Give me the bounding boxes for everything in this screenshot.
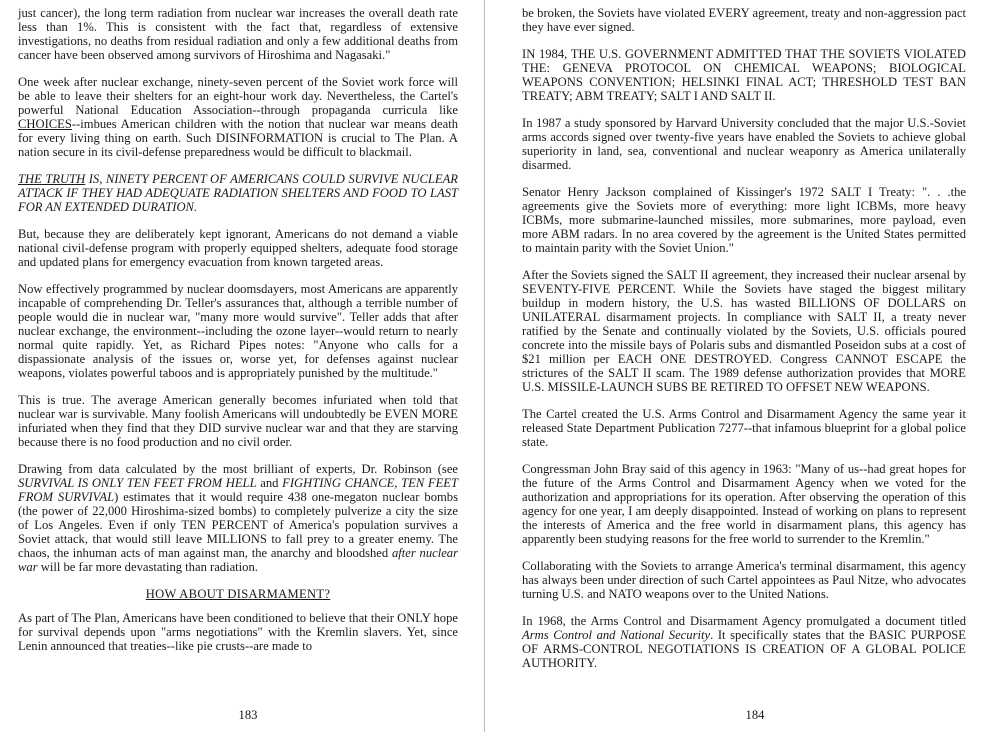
page-number-left: 183 xyxy=(238,708,258,722)
section-heading: HOW ABOUT DISARMAMENT? xyxy=(145,587,331,601)
paragraph: After the Soviets signed the SALT II agreement, they increased their nuclear arsenal by SEVENTY-FIVE PERCENT. While the Soviets have staged the biggest military buildup in modern history, the U.S. has wasted BILLIONS OF DOLLARS on UNILATERAL disarmament projects. In compliance with SALT II, a treaty never ratified by the Senate and continually violated by the Soviets, U.S. officials poured concrete into the missile bays of Polaris subs and dismantled Poseidon subs at a cost of $21 million per EACH ONE DESTROYED. Congress CANNOT ESCAPE the strictures of the SALT II scam. The 1989 defense authorization provides that MORE U.S. MISSILE-LAUNCH SUBS BE RETIRED TO OFFSET NEW WEAPONS. xyxy=(522,268,966,394)
text-run: ) estimates that it would require 438 one-megaton nuclear bombs (the power of 22,000 Hiroshima-sized bombs) to completely pulverize a city the size of Los Angeles. Even if only TEN PERCENT of America's population survives a Soviet attack, that would still leave MILLIONS to fall prey to a greater enemy. The chaos, the inhuman acts of man against man, the anarchy and bloodshed xyxy=(18,490,458,560)
paragraph: IN 1984, THE U.S. GOVERNMENT ADMITTED THAT THE SOVIETS VIOLATED THE: GENEVA PROTOCOL ON CHEMICAL WEAPONS; BIOLOGICAL WEAPONS CONVENTION; HELSINKI FINAL ACT; THRESHOLD TEST BAN TREATY; ABM TREATY; SALT I AND SALT II. xyxy=(522,47,966,103)
text-run: In 1968, the Arms Control and Disarmament Agency promulgated a document titled xyxy=(522,614,966,628)
paragraph: As part of The Plan, Americans have been conditioned to believe that their ONLY hope for survival depends upon "arms negotiations" with the Kremlin slavers. Yet, since Lenin announced that treaties--like pie crusts--are made to xyxy=(18,611,458,653)
emphasis-paragraph xyxy=(18,172,458,214)
text-run: will be far more devastating than radiation. xyxy=(37,560,258,574)
book-title: FIGHTING CHANCE, TEN FEET FROM SURVIVAL xyxy=(18,476,459,504)
paragraph xyxy=(18,462,458,574)
text-run: . It specifically states that the BASIC PURPOSE OF ARMS-CONTROL NEGOTIATIONS IS CREATION OF A GLOBAL POLICE AUTHORITY. xyxy=(522,628,966,670)
paragraph: Senator Henry Jackson complained of Kissinger's 1972 SALT I Treaty: ". . .the agreements give the Soviets more of everything: more light ICBMs, more heavy ICBMs, more submarine-launched missiles, more submarines, more payload, even more ABM radars. In no area covered by the agreement is the United States permitted to maintain parity with the Soviet Union." xyxy=(522,185,966,255)
document-title: Arms Control and National Security xyxy=(522,628,711,642)
paragraph: just cancer), the long term radiation from nuclear war increases the overall death rate less than 1%. This is consistent with the fact that, regardless of extensive investigations, no deaths from residual radiation and only a few additional deaths from cancer have been observed among survivors of Hiroshima and Nagasaki." xyxy=(18,6,458,62)
book-title: SURVIVAL IS ONLY TEN FEET FROM HELL xyxy=(18,476,257,490)
text-run: One week after nuclear exchange, ninety-seven percent of the Soviet work force will be able to leave their shelters for an eight-hour work day. Nevertheless, the Cartel's powerful National Education Association--through propaganda curricula like xyxy=(18,75,458,117)
paragraph: The Cartel created the U.S. Arms Control and Disarmament Agency the same year it released State Department Publication 7277--that infamous blueprint for a global police state. xyxy=(522,407,966,449)
paragraph: be broken, the Soviets have violated EVERY agreement, treaty and non-aggression pact they have ever signed. xyxy=(522,6,966,34)
paragraph xyxy=(522,614,966,670)
paragraph xyxy=(18,75,458,159)
paragraph: Collaborating with the Soviets to arrange America's terminal disarmament, this agency has always been under direction of such Cartel appointees as Paul Nitze, who advocates turning U.S. and NATO weapons over to the United Nations. xyxy=(522,559,966,601)
underlined-text: CHOICES xyxy=(18,117,72,131)
paragraph: But, because they are deliberately kept ignorant, Americans do not demand a viable national civil-defense program with properly equipped shelters, adequate food storage and updated plans for emergency evacuation from known targeted areas. xyxy=(18,227,458,269)
page-number-right: 184 xyxy=(745,708,765,722)
right-page xyxy=(522,6,966,732)
italic-text: after nuclear war xyxy=(18,546,458,574)
text-run: IS, NINETY PERCENT OF AMERICANS COULD SURVIVE NUCLEAR ATTACK IF THEY HAD ADEQUATE RADIATION SHELTERS AND FOOD TO LAST FOR AN EXTENDED DURATION. xyxy=(18,172,458,214)
page-gutter xyxy=(484,0,485,732)
underlined-text: THE TRUTH xyxy=(18,172,86,186)
paragraph: This is true. The average American generally becomes infuriated when told that nuclear war is survivable. Many foolish Americans will undoubtedly be EVEN MORE infuriated when they find that they DID survive nuclear war and that they are starving because there is no food production and no civil order. xyxy=(18,393,458,449)
text-run: --imbues American children with the notion that nuclear war means death for every living thing on earth. Such DISINFORMATION is crucial to The Plan. A nation secure in its civil-defense preparedness would be difficult to blackmail. xyxy=(18,117,458,159)
text-run: and xyxy=(256,476,283,490)
left-page xyxy=(18,6,458,732)
text-run: Drawing from data calculated by the most brilliant of experts, Dr. Robinson (see xyxy=(18,462,458,476)
paragraph: Now effectively programmed by nuclear doomsdayers, most Americans are apparently incapable of comprehending Dr. Teller's assurances that, although a terrible number of people would die in nuclear war, "many more would survive". Teller adds that after nuclear exchange, the environment--including the ozone layer--would return to nearly normal quite rapidly. Yet, as Richard Pipes notes: "Anyone who calls for a dispassionate analysis of the issues or, worse yet, for defenses against nuclear weapons, violates powerful taboos and is appropriately punished by the multitude." xyxy=(18,282,458,380)
paragraph: In 1987 a study sponsored by Harvard University concluded that the major U.S.-Soviet arms accords signed over twenty-five years have enabled the Soviets to achieve global superiority in land, sea, conventional and nuclear weaponry as America unilaterally disarmed. xyxy=(522,116,966,172)
paragraph: Congressman John Bray said of this agency in 1963: "Many of us--had great hopes for the future of the Arms Control and Disarmament Agency when we voted for the authorization and appropriations for its operation. After observing the operation of this agency for one year, I am deeply disappointed. Instead of working on plans to represent the interests of America and the free world in disarmament plans, this agency has apparently been studying reasons for the free world to surrender to the Kremlin." xyxy=(522,462,966,546)
